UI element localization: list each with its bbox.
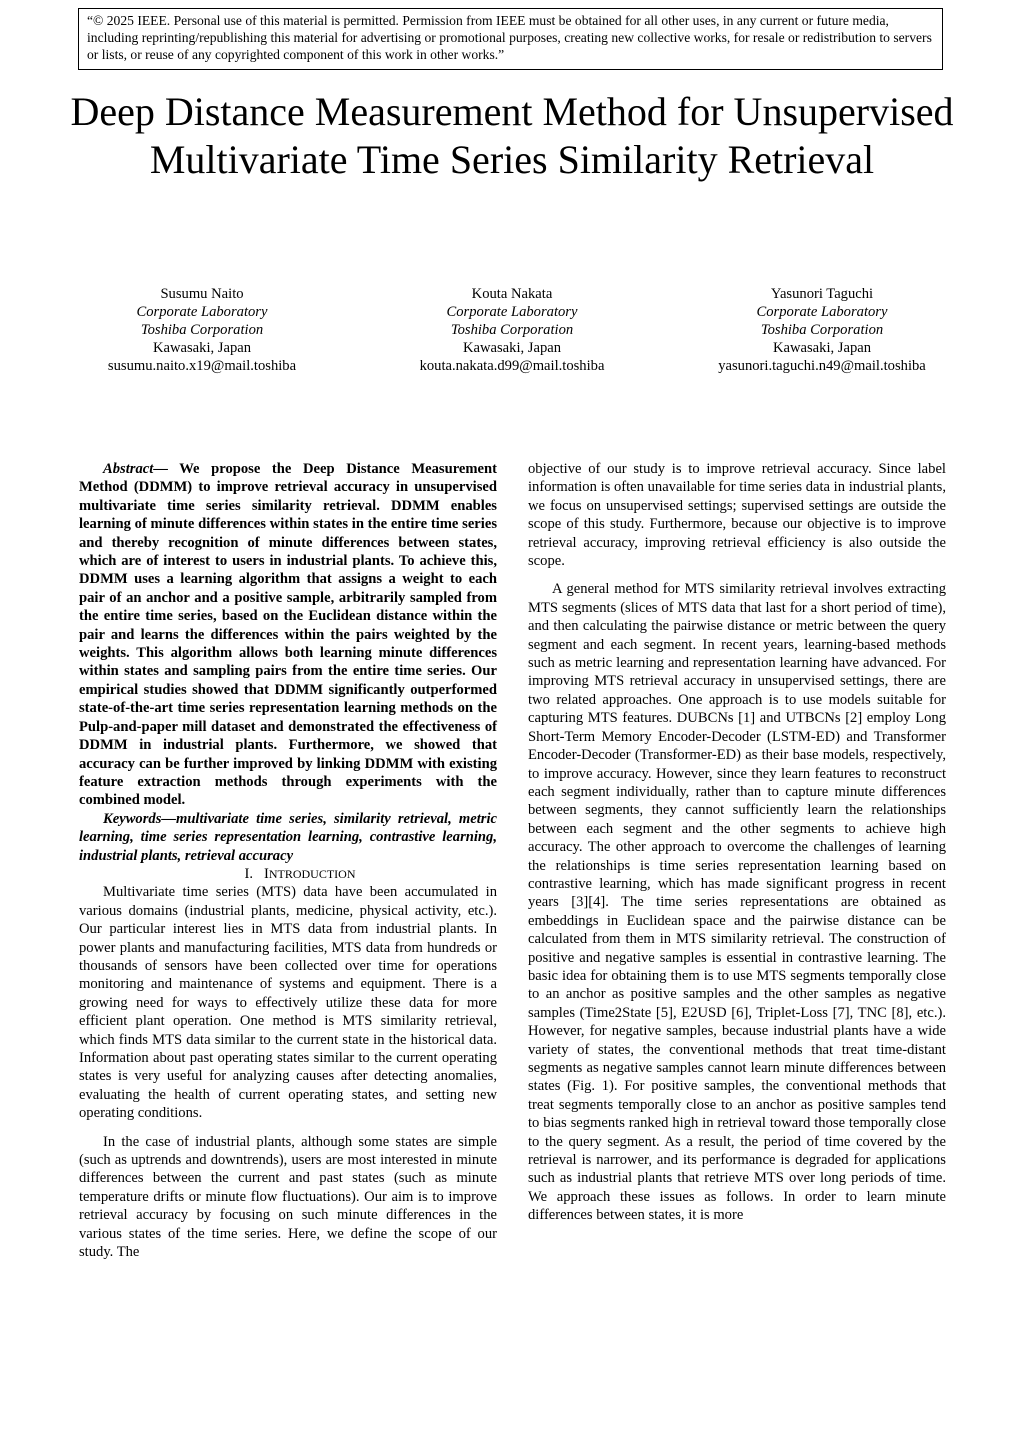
author-email: kouta.nakata.d99@mail.toshiba	[419, 358, 605, 374]
author-dept: Corporate Laboratory	[446, 304, 578, 320]
abstract-label: Abstract	[103, 461, 154, 477]
author-name: Susumu Naito	[160, 286, 244, 302]
author-org: Toshiba Corporation	[450, 322, 574, 338]
paper-title: Deep Distance Measurement Method for Unsupervised Multivariate Time Series Similarity Retrieval	[70, 89, 954, 182]
abstract-dash: —	[153, 461, 180, 477]
author-location: Kawasaki, Japan	[772, 340, 872, 356]
intro-paragraph-1: Multivariate time series (MTS) data have been accumulated in various domains (industrial plants, medicine, physical activity, etc.). Our particular interest lies in MTS data from industrial plants. In power plants and manufacturing facilities, MTS data from hundreds or thousands of sensors have been collected over time for operations monitoring and maintenance of systems and equipment. There is a growing need for ways to effectively utilize these data for more efficient plant operation. One method is MTS similarity retrieval, which finds MTS data similar to the current state in the historical data. Information about past operating states similar to the current operating states is very useful for analyzing causes after detecting anomalies, evaluating the health of current operating states, and setting new operating conditions.	[79, 884, 497, 1122]
intro-paragraph-3: objective of our study is to improve retrieval accuracy. Since label information is often unavailable for time series data in industrial plants, we focus on unsupervised settings; supervised settings are outside the scope of this study. Furthermore, because our objective is to improve retrieval accuracy, improving retrieval efficiency is also outside the scope.	[528, 461, 946, 570]
keywords	[79, 810, 497, 865]
keywords-text: multivariate time series, similarity retrieval, metric learning, time series representation learning, contrastive learning, industrial plants, retrieval accuracy	[79, 810, 497, 864]
intro-paragraph-2: In the case of industrial plants, although some states are simple (such as uptrends and downtrends), users are most interested in minute differences between the current and past states (such as minute temperature drifts or minute flow fluctuations). Our aim is to improve retrieval accuracy by focusing on such minute differences in the various states of the time series. Here, we define the scope of our study. The	[79, 1133, 497, 1261]
abstract-text: We propose the Deep Distance Measurement Method (DDMM) to improve retrieval accuracy in unsupervised multivariate time series similarity retrieval. DDMM enables learning of minute differences within states in the entire time series and thereby recognition of minute differences between states, which are of interest to users in industrial plants. To achieve this, DDMM uses a learning algorithm that assigns a weight to each pair of an anchor and a positive sample, arbitrarily sampled from the entire time series, based on the Euclidean distance within the pair and learns the differences within the pairs weighted by the weights. This algorithm allows both learning minute differences within states and sampling pairs from the entire time series. Our empirical studies showed that DDMM significantly outperformed state-of-the-art time series representation learning methods on the Pulp-and-paper mill dataset and demonstrated the effectiveness of DDMM in industrial plants. Furthermore, we showed that accuracy can be further improved by linking DDMM with existing feature extraction methods through experiments with the combined model.	[79, 461, 497, 809]
author-org: Toshiba Corporation	[140, 322, 264, 338]
section-title-first: I	[263, 865, 269, 882]
author-name: Kouta Nakata	[471, 286, 553, 302]
author-location: Kawasaki, Japan	[462, 340, 562, 356]
author-1	[52, 285, 352, 375]
author-org: Toshiba Corporation	[760, 322, 884, 338]
section-number: I.	[244, 865, 253, 882]
author-name: Yasunori Taguchi	[770, 286, 874, 302]
author-3	[672, 285, 972, 375]
author-dept: Corporate Laboratory	[136, 304, 268, 320]
author-email: yasunori.taguchi.n49@mail.toshiba	[718, 358, 926, 374]
author-2	[362, 285, 662, 375]
right-column	[528, 460, 946, 1225]
left-column	[79, 460, 497, 1261]
intro-paragraph-4: A general method for MTS similarity retrieval involves extracting MTS segments (slices of MTS data that last for a short period of time), and then calculating the pairwise distance or metric between the query segment and each segment. In recent years, learning-based methods such as metric learning and representation learning have advanced. For improving MTS retrieval accuracy in unsupervised settings, there are two related approaches. One approach is to use models suitable for capturing MTS features. DUBCNs [1] and UTBCNs [2] employ Long Short-Term Memory Encoder-Decoder (LSTM-ED) and Transformer Encoder-Decoder (Transformer-ED) as their base models, respectively, to improve accuracy. However, since they learn features to reconstruct each segment individually, rather than to capture minute differences between segments, they cannot sufficiently learn the relationships between each segment and the other segments to achieve high accuracy. The other approach to overcome the challenges of learning the relationships is time series representation learning based on contrastive learning, which has made significant progress in recent years [3][4]. The time series representations are obtained as embeddings in Euclidean space and the pairwise distance can be calculated from them in MTS similarity retrieval. The construction of positive and negative samples is essential in contrastive learning. The basic idea for obtaining them is to use MTS segments temporally close to an anchor as positive samples and the other samples as negative samples (Time2State [5], E2USD [6], Triplet-Loss [7], TNC [8], etc.). However, for negative samples, because industrial plants have a wide variety of states, the conventional methods that treat time-distant segments as negative samples cannot learn minute differences between states (Fig. 1). For positive samples, the conventional methods that treat segments temporally close to an anchor as positive samples tend to bias segments ranked high in retrieval toward those temporally close to the query segment. As a result, the period of time covered by the retrieval is narrower, and its performance is degraded for applications such as industrial plants that retrieve MTS over long periods of time. We approach these issues as follows. In order to learn minute differences between states, it is more	[528, 581, 946, 1224]
keywords-label: Keywords	[103, 810, 162, 827]
author-email: susumu.naito.x19@mail.toshiba	[107, 358, 297, 374]
copyright-notice: “© 2025 IEEE. Personal use of this material is permitted. Permission from IEEE must be obtained for all other uses, in any current or future media, including reprinting/republishing this material for advertising or promotional purposes, creating new collective works, for resale or redistribution to servers or lists, or reuse of any copyrighted component of this work in other works.”	[78, 8, 943, 70]
section-heading-introduction	[79, 865, 497, 883]
section-title-rest: NTRODUCTION	[268, 866, 356, 881]
author-dept: Corporate Laboratory	[756, 304, 888, 320]
abstract	[79, 460, 497, 810]
keywords-dash: —	[161, 810, 176, 827]
author-location: Kawasaki, Japan	[152, 340, 252, 356]
